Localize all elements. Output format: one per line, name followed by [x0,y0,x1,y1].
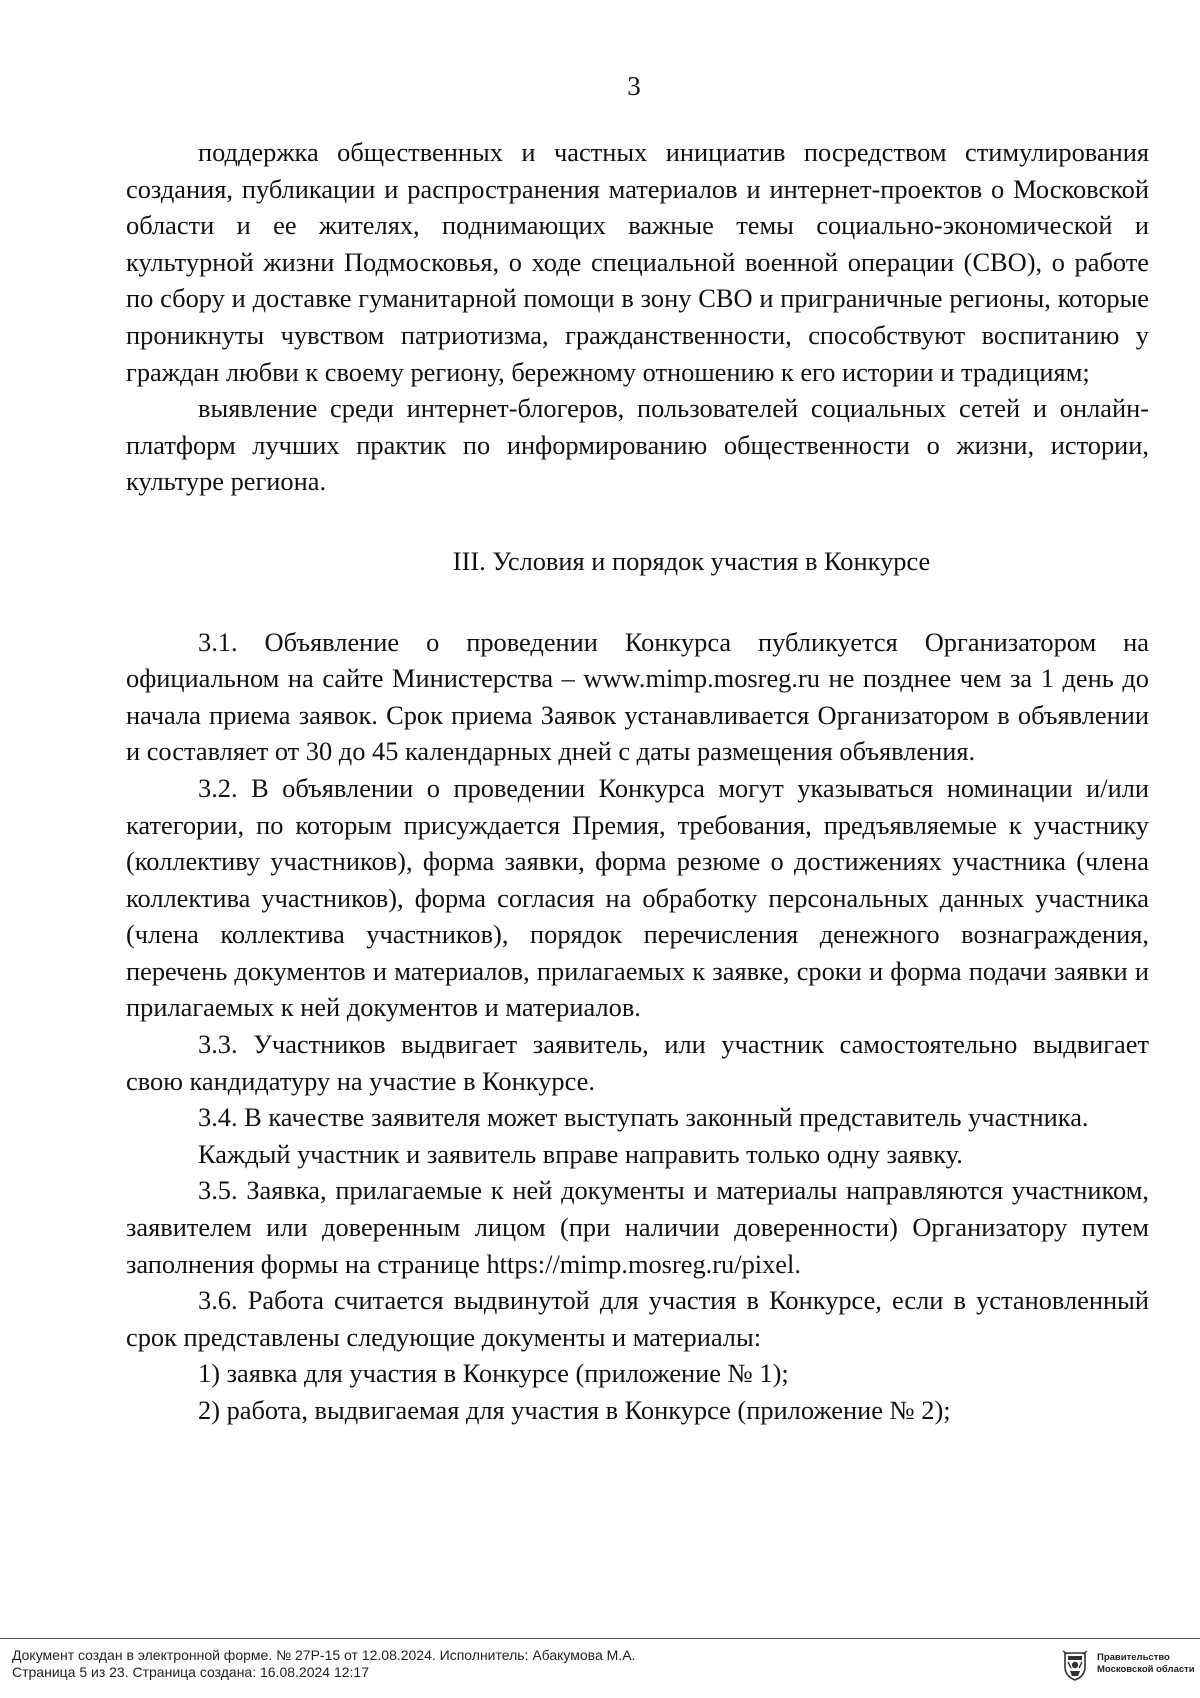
page-number: 3 [627,71,641,101]
footer-line-1: Документ создан в электронной форме. № 27Р-15 от 12.08.2024. Исполнитель: Абакумова М.А. [12,1647,636,1663]
paragraph-goals-support: поддержка общественных и частных инициатив посредством стимулирования создания, публикации и распространения материалов и интернет-проектов о Московской области и ее жителях, поднимающих важные темы социально-экономической и культурной жизни Подмосковья, о ходе специальной военной операции (СВО), о работе по сбору и доставке гуманитарной помощи в зону СВО и приграничные регионы, которые проникнуты чувством патриотизма, гражданственности, способствуют воспитанию у граждан любви к своему региону, бережному отношению к его истории и традициям; [126,137,1149,387]
clause-3-6-item-2: 2) работа, выдвигаемая для участия в Конкурсе (приложение № 2); [198,1395,951,1425]
clause-3-2: 3.2. В объявлении о проведении Конкурса могут указываться номинации и/или категории, по которым присуждается Премия, требования, предъявляемые к участнику (коллективу участников), форма заявки, форма резюме о достижениях участника (члена коллектива участников), форма согласия на обработку персональных данных участника (члена коллектива участников), порядок перечисления денежного вознаграждения, перечень документов и материалов, прилагаемых к заявке, сроки и форма подачи заявки и прилагаемых к ней документов и материалов. [126,772,1149,1023]
moscow-region-coat-of-arms-icon [1062,1649,1088,1681]
clause-3-5: 3.5. Заявка, прилагаемые к ней документы и материалы направляются участником, заявителем или доверенным лицом (при наличии доверенности) Организатору путем заполнения формы на странице https://mimp.mosreg.ru/pixel. [126,1175,1149,1279]
clause-3-6: 3.6. Работа считается выдвинутой для участия в Конкурсе, если в установленный срок представлены следующие документы и материалы: [126,1285,1149,1352]
footer-line-2: Страница 5 из 23. Страница создана: 16.08.2024 12:17 [12,1664,369,1680]
section-heading: III. Условия и порядок участия в Конкурсе [452,545,931,576]
footer-organization [1097,1652,1195,1676]
document-body [126,134,1149,1429]
footer-org-line-2: Московской области [1097,1664,1195,1675]
footer-org-line-1: Правительство [1097,1652,1170,1663]
clause-3-3: 3.3. Участников выдвигает заявитель, или участник самостоятельно выдвигает свою кандидатуру на участие в Конкурсе. [126,1029,1149,1096]
clause-3-1: 3.1. Объявление о проведении Конкурса публикуется Организатором на официальном на сайте Министерства – www.mimp.mosreg.ru не позднее чем за 1 день до начала приема заявок. Срок приема Заявок устанавливается Организатором в объявлении и составляет от 30 до 45 календарных дней с даты размещения объявления. [126,626,1149,767]
clause-3-4: 3.4. В качестве заявителя может выступать законный представитель участника. [198,1102,1089,1133]
footer-divider [0,1638,1200,1639]
paragraph-goals-detection: выявление среди интернет-блогеров, пользователей социальных сетей и онлайн-платформ лучших практик по информированию общественности о жизни, истории, культуре региона. [126,393,1149,497]
clause-3-4-note: Каждый участник и заявитель вправе направить только одну заявку. [198,1138,963,1169]
clause-3-6-item-1: 1) заявка для участия в Конкурсе (приложение № 1); [198,1358,789,1389]
footer-document-info [12,1647,912,1681]
